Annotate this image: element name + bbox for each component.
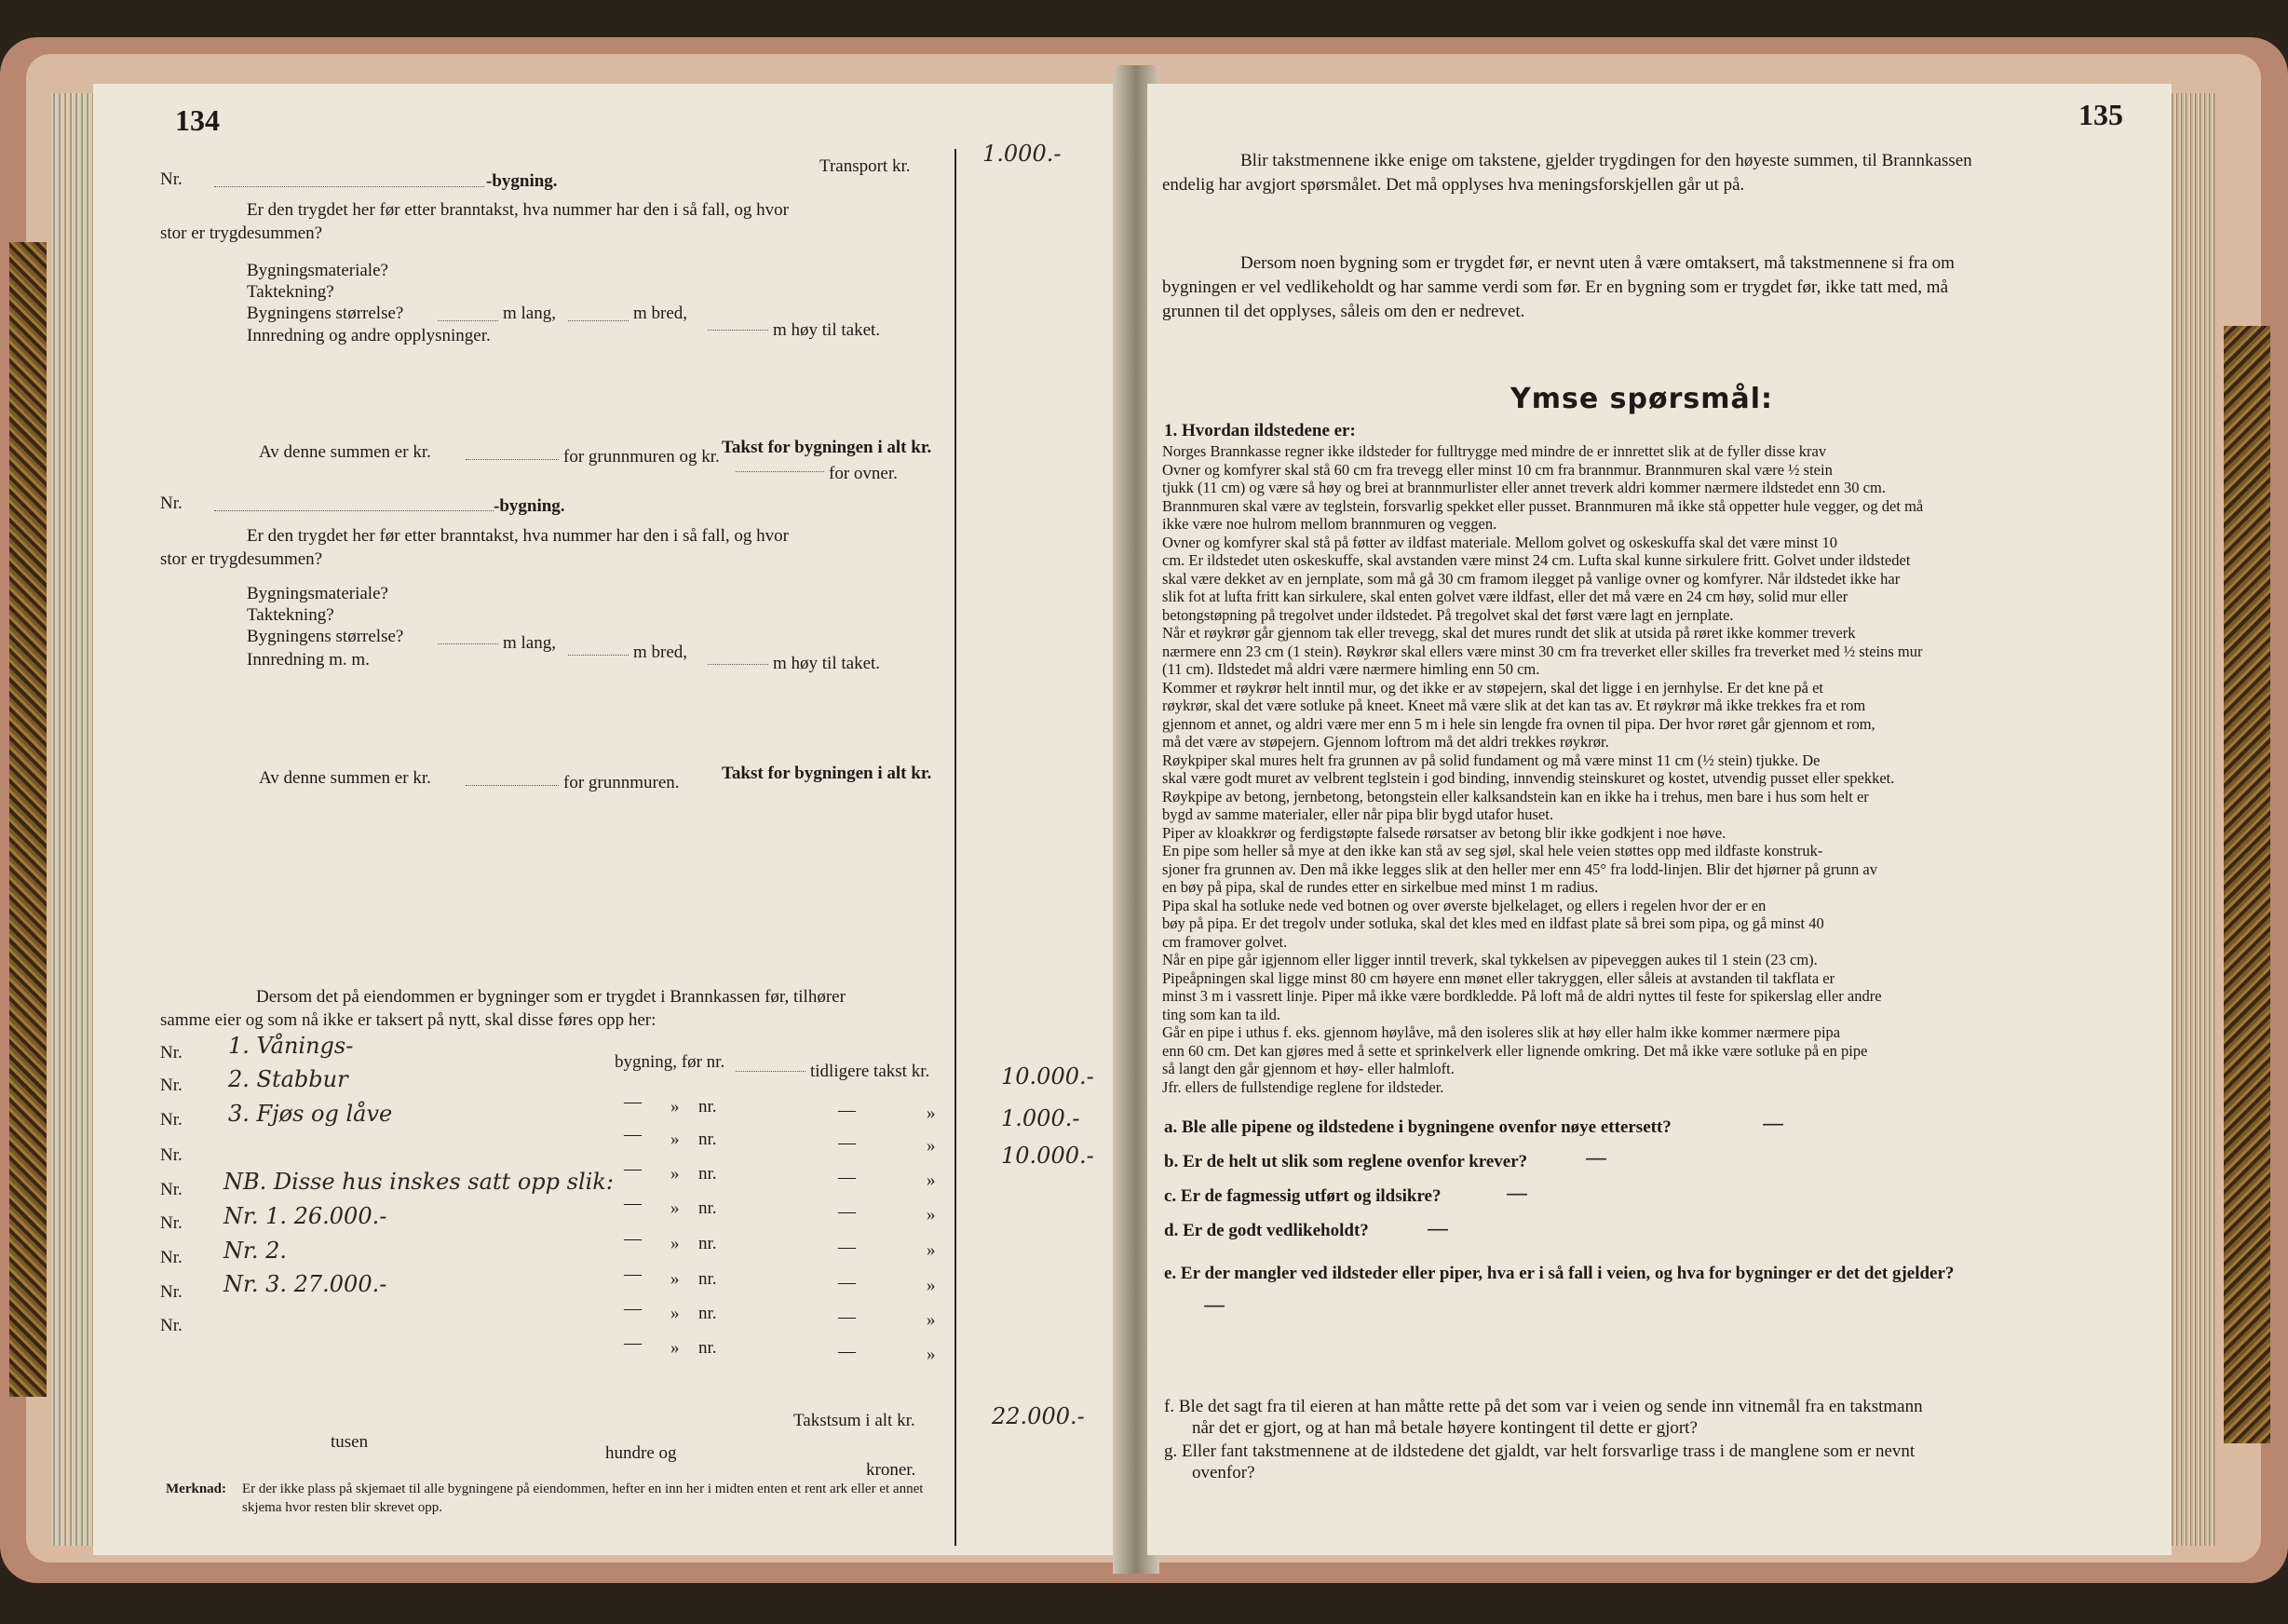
ditto-mark: » (927, 1240, 936, 1260)
transport-value: 1.000.- (982, 141, 1062, 167)
rule-line: enn 60 cm. Det kan gjøres med å sette et sprinkelverk eller lignende omkring. Det må ikke være sotluke på en pipe (1162, 1041, 1868, 1060)
nr-small: nr. (698, 1338, 717, 1358)
ditto-dash: — (838, 1273, 856, 1292)
right-page (1147, 84, 2172, 1555)
of-sum-label: Av denne summen er kr. (259, 768, 431, 788)
question-f: f. Ble det sagt fra til eieren at han måtte rette på det som var i veien og sende inn vitnemål fra en takstmann (1164, 1397, 1923, 1416)
width-field[interactable] (568, 638, 629, 656)
ditto-mark: » (670, 1097, 680, 1116)
question-b: b. Er de helt ut slik som reglene ovenfor krever? (1164, 1152, 1528, 1171)
rule-line: ting som kan ta ild. (1162, 1005, 1280, 1023)
rule-line: minst 3 m i vassrett linje. Piper må ikke være bordkledde. På loft må de aldri nyttes til feste for spikerslag eller andre (1162, 987, 1882, 1005)
rule-line: bygd av samme materialer, eller når pipa blir bygd utafor huset. (1162, 805, 1553, 823)
page-edges-left (51, 93, 96, 1546)
transport-label: Transport kr. (819, 156, 911, 176)
answer-e: — (1203, 1292, 1225, 1318)
takst-total-label: Takst for bygningen i alt kr. (722, 438, 932, 457)
m-hoy: m høy til taket. (773, 320, 881, 340)
ditto-mark: » (670, 1198, 680, 1218)
rule-line: skal være dekket av en jernplate, som må gå 30 cm framom ilegget på vanlige ovner og komfyrer. Når ildstedet ikke har (1162, 569, 1901, 588)
merknad-text-cont: skjema hvor resten blir skrevet opp. (242, 1500, 442, 1515)
rule-line: Jfr. ellers de fullstendige reglene for ildsteder. (1162, 1077, 1444, 1096)
rule-line: Røykpipe av betong, jernbetong, betongstein eller kalksandstein kan en ikke ha i trehus, men bare i hus som helt er (1162, 787, 1869, 805)
rule-line: skal være godt muret av velbrent teglstein i god binding, innvendig steinskuret og kostet, utvendig pusset eller spekket. (1162, 769, 1895, 787)
row-handwriting: 3. Fjøs og låve (228, 1101, 393, 1127)
ditto-dash: — (838, 1342, 856, 1361)
question-a: a. Ble alle pipene og ildstedene i bygningene ovenfor nøye ettersett? (1164, 1117, 1672, 1137)
rule-line: Kommer et røykrør helt inntil mur, og det ikke er av støpejern, skal det ligge i en jernhylse. Er det kne på et (1162, 678, 1824, 697)
ditto-mark: » (670, 1234, 680, 1253)
bygning-label: -bygning. (486, 171, 558, 191)
ditto-dash: — (624, 1194, 642, 1213)
size-label: Bygningens størrelse? (247, 627, 404, 646)
nr-small: nr. (698, 1198, 717, 1218)
m-lang: m lang, (503, 633, 556, 653)
merknad-text: Er der ikke plass på skjemaet til alle bygningene på eiendommen, hefter en inn her i midten enten et rent ark eller et annet (242, 1482, 924, 1496)
m-bred: m bred, (633, 643, 688, 662)
row-handwriting: 1. Vånings- (228, 1033, 354, 1059)
row-nr: Nr. (160, 1248, 183, 1267)
rule-line: (11 cm). Ildstedet må aldri være nærmere himling enn 50 cm. (1162, 660, 1540, 678)
height-field[interactable] (708, 313, 768, 331)
amount-column-line (954, 149, 956, 1546)
rule-line: Pipa skal ha sotluke nede ved botnen og over øverste bjelkelaget, og ellers i regelen hvor der er en (1162, 896, 1767, 914)
answer-a: — (1762, 1110, 1784, 1136)
insured-question-cont: stor er trygdesummen? (160, 223, 323, 243)
rule-line: En pipe som heller så mye at den ikke kan stå av seg sjøl, skal hele veien støttes opp med ildfaste konstruk- (1162, 842, 1823, 859)
tusen-label: tusen (331, 1432, 369, 1452)
fireplace-rules (1162, 442, 2151, 1096)
foundation-label: for grunnmuren og kr. (563, 447, 720, 467)
ditto-mark: » (927, 1205, 936, 1225)
rule-line: Når en pipe går igjennom eller ligger inntil treverk, skal tykkelsen av pipeveggen aukes til 1 stein (23 cm). (1162, 951, 1818, 968)
prev-nr-field[interactable] (736, 1054, 806, 1072)
rule-line: Norges Brannkasse regner ikke ildsteder for fulltrygge med mindre de er innrettet slik at de fyller disse krav (1162, 442, 1827, 460)
rule-line: Ovner og komfyrer skal stå 60 cm fra trevegg eller minst 10 cm fra brannmur. Brannmuren skal være ½ stein (1162, 460, 1833, 479)
row-handwriting: Nr. 2. (223, 1238, 287, 1264)
ditto-mark: » (927, 1171, 936, 1190)
ditto-dash: — (838, 1168, 856, 1187)
page-edges-right (2165, 93, 2216, 1546)
ditto-dash: — (624, 1299, 642, 1319)
row-nr: Nr. (160, 1316, 183, 1335)
ditto-mark: » (927, 1345, 936, 1364)
height-field[interactable] (708, 647, 768, 665)
prev-takst-label: tidligere takst kr. (810, 1062, 930, 1081)
paragraph-disagreement: Blir takstmennene ikke enige om takstene, gjelder trygdingen for den høyeste summen, til Brannkassen (1240, 151, 1972, 170)
rule-line: Brannmuren skal være av teglstein, forsvarlig spekket eller pusset. Brannmuren må ikke stå oppetter hule vegger, og det må (1162, 496, 1924, 515)
ditto-mark: » (927, 1103, 936, 1123)
ditto-mark: » (670, 1269, 680, 1289)
row-handwriting: 2. Stabbur (228, 1066, 348, 1092)
stoves-label: for ovner. (829, 464, 898, 483)
rule-line: må det være av støpejern. Gjennom loftrom må det aldri trekkes røykrør. (1162, 733, 1609, 751)
ditto-dash: — (624, 1229, 642, 1249)
question-c: c. Er de fagmessig utført og ildsikre? (1164, 1186, 1442, 1206)
rule-line: cm. Er ildstedet uten oskeskuffe, skal avstanden være minst 24 cm. Lufta skal kunne sirkulere fritt. Golvet under ildstedet (1162, 551, 1911, 569)
ditto-mark: » (927, 1136, 936, 1156)
row-value: 1.000.- (1001, 1105, 1080, 1131)
rule-line: røykrør, skal det være sotluke på kneet. Kneet må være slik at det kan tas av. Et røykrør må ikke trekkes fra et rom (1162, 697, 1866, 714)
nr-small: nr. (698, 1269, 717, 1289)
width-field[interactable] (568, 304, 629, 321)
takstsum-value: 22.000.- (992, 1403, 1085, 1429)
length-field[interactable] (438, 304, 498, 321)
rule-line: gjennom et annet, og aldri være mer enn 5 m i hele sin lengde fra ovnen til pipa. Der hvor røret går gjennom et rom, (1162, 714, 1875, 733)
ditto-dash: — (838, 1101, 856, 1120)
question-e: e. Er der mangler ved ildsteder eller piper, hva er i så fall i veien, og hva for bygninger er det det gjelder? (1164, 1264, 1955, 1283)
foundation-label: for grunnmuren. (563, 773, 680, 792)
nr-small: nr. (698, 1234, 717, 1253)
roof-label: Taktekning? (247, 282, 334, 302)
question-g: g. Eller fant takstmennene at de ildstedene det gjaldt, var helt forsvarlige trass i de manglene som er nevnt (1164, 1441, 1916, 1461)
row-handwriting: NB. Disse hus inskes satt opp slik: (223, 1169, 614, 1195)
page-number: 134 (175, 103, 220, 137)
m-lang: m lang, (503, 304, 556, 323)
bygning-for-nr: bygning, før nr. (615, 1052, 725, 1072)
rule-line: Når et røykrør går gjennom tak eller trevegg, skal det mures rundt det slik at utsida på røret ikke kommer treverk (1162, 624, 1856, 642)
rule-line: betongstøpning på tregolvet under ildstedet. På tregolvet skal det først være lagt en jernplate. (1162, 605, 1734, 624)
rule-line: sjoner fra grunnen av. Den må ikke legges slik at den heller mer enn 45° fra lodd-linjen. Blir det hjørner på grunn av (1162, 859, 1877, 878)
rule-line: ikke være noe hulrom mellom brannmuren og veggen. (1162, 515, 1497, 533)
interior-label: Innredning og andre opplysninger. (247, 326, 491, 345)
sum-field[interactable] (466, 442, 559, 460)
row-nr: Nr. (160, 1043, 183, 1062)
nr-small: nr. (698, 1130, 717, 1149)
row-nr: Nr. (160, 1282, 183, 1302)
rule-line: slik fot at lufta fritt kan sirkulere, skal enten golvet være ildfast, eller det må være en 24 cm høy, solid mur eller (1162, 588, 1848, 605)
ditto-dash: — (624, 1092, 642, 1112)
nr-label: Nr. (160, 169, 183, 189)
nr-small: nr. (698, 1164, 717, 1184)
rule-line: Pipeåpningen skal ligge minst 80 cm høyere enn mønet eller takryggen, eller såleis at avstanden til takflata er (1162, 968, 1835, 987)
kroner-label: kroner. (866, 1460, 916, 1480)
ditto-mark: » (670, 1304, 680, 1323)
row-handwriting: Nr. 3. 27.000.- (223, 1271, 387, 1297)
insured-question: Er den trygdet her før etter branntakst, hva nummer har den i så fall, og hvor (247, 526, 789, 546)
paragraph-disagreement-cont: endelig har avgjort spørsmålet. Det må opplyses hva meningsforskjellen går ut på. (1162, 175, 1745, 195)
row-nr: Nr. (160, 1145, 183, 1165)
length-field[interactable] (438, 627, 498, 644)
insured-question-cont: stor er trygdesummen? (160, 549, 323, 569)
answer-d: — (1427, 1215, 1449, 1241)
ditto-dash: — (624, 1125, 642, 1144)
rule-line: nærmere enn 23 cm (1 stein). Røykrør skal ellers være minst 30 cm fra treverket eller skilles fra treverket med ½ steins mur (1162, 642, 1923, 660)
ditto-dash: — (838, 1202, 856, 1222)
interior-label: Innredning m. m. (247, 650, 370, 670)
marbled-edge-left (9, 242, 47, 1397)
row-nr: Nr. (160, 1180, 183, 1199)
prior-buildings-intro: Dersom det på eiendommen er bygninger som er trygdet i Brannkassen før, tilhører (256, 987, 846, 1007)
takstsum-label: Takstsum i alt kr. (793, 1411, 915, 1430)
nr-label: Nr. (160, 494, 183, 513)
material-label: Bygningsmateriale? (247, 261, 388, 280)
rule-line: Ovner og komfyrer skal stå på føtter av ildfast materiale. Mellom golvet og oskeskuffa skal det være minst 10 (1162, 533, 1838, 551)
material-label: Bygningsmateriale? (247, 584, 388, 603)
hundre-label: hundre og (605, 1443, 677, 1463)
row-nr: Nr. (160, 1110, 183, 1130)
paragraph-unassessed: Dersom noen bygning som er trygdet før, er nevnt uten å være omtaksert, må takstmennene si fra om (1240, 253, 1955, 273)
rule-line: Røykpiper skal mures helt fra grunnen av på solid fundament og må være minst 11 cm (½ stein) tjukke. De (1162, 751, 1821, 769)
m-bred: m bred, (633, 304, 688, 323)
ditto-mark: » (927, 1310, 936, 1330)
merknad-label: Merknad: (166, 1482, 226, 1496)
rule-line: så langt den går gjennom et høy- eller halmloft. (1162, 1060, 1455, 1077)
ditto-mark: » (927, 1276, 936, 1295)
rule-line: Går en pipe i uthus f. eks. gjennom høylåve, må den isoleres slik at høy eller halm ikke kommer nærmere pipa (1162, 1023, 1841, 1041)
paragraph-unassessed-end: grunnen til det opplyses, såleis om den er nedrevet. (1162, 302, 1525, 321)
question-1: 1. Hvordan ildstedene er: (1164, 421, 1356, 440)
question-f-cont: når det er gjort, og at han må betale høyere kontingent til dette er gjort? (1192, 1418, 1698, 1438)
marbled-edge-right (2224, 326, 2270, 1443)
nr-small: nr. (698, 1097, 717, 1116)
roof-label: Taktekning? (247, 605, 334, 625)
ditto-mark: » (670, 1130, 680, 1149)
rule-line: Piper av kloakkrør og ferdigstøpte falsede rørsatser av betong blir ikke godkjent i noe høve. (1162, 823, 1726, 842)
size-label: Bygningens størrelse? (247, 304, 404, 323)
rule-line: bøy på pipa. Er det tregolv under sotluka, skal det kles med en ildfast plate så brei som pipa, og gå minst 40 (1162, 914, 1824, 932)
prior-buildings-intro-cont: samme eier og som nå ikke er taksert på nytt, skal disse føres opp her: (160, 1010, 657, 1030)
bygning-label: -bygning. (494, 496, 565, 516)
m-hoy: m høy til taket. (773, 654, 881, 673)
ditto-dash: — (838, 1133, 856, 1153)
nr-small: nr. (698, 1304, 717, 1323)
ditto-dash: — (838, 1307, 856, 1327)
ditto-mark: » (670, 1164, 680, 1184)
rule-line: en bøy på pipa, skal de rundes etter en sirkelbue med minst 1 m radius. (1162, 878, 1599, 896)
ditto-dash: — (624, 1159, 642, 1179)
question-d: d. Er de godt vedlikeholdt? (1164, 1221, 1369, 1240)
ditto-dash: — (624, 1333, 642, 1353)
answer-b: — (1585, 1144, 1607, 1171)
building-name-field[interactable] (214, 494, 494, 511)
paragraph-unassessed-cont: bygningen er vel vedlikeholdt og har samme verdi som før. Er en bygning som er trygdet før, ikke tatt med, må (1162, 277, 1949, 297)
sum-field[interactable] (466, 768, 559, 786)
row-nr: Nr. (160, 1213, 183, 1233)
building-name-field[interactable] (214, 169, 484, 187)
page-number: 135 (2078, 98, 2123, 131)
section-heading: Ymse spørsmål: (1510, 383, 1774, 415)
of-sum-label: Av denne summen er kr. (259, 442, 431, 462)
ditto-dash: — (624, 1265, 642, 1284)
left-page (93, 84, 1127, 1555)
question-g-cont: ovenfor? (1192, 1463, 1255, 1482)
row-handwriting: Nr. 1. 26.000.- (223, 1203, 387, 1229)
row-nr: Nr. (160, 1076, 183, 1095)
row-value: 10.000.- (1001, 1063, 1094, 1089)
ditto-dash: — (838, 1238, 856, 1257)
answer-c: — (1506, 1180, 1528, 1206)
insured-question: Er den trygdet her før etter branntakst, hva nummer har den i så fall, og hvor (247, 200, 789, 220)
rule-line: cm framover golvet. (1162, 932, 1288, 951)
row-value: 10.000.- (1001, 1143, 1094, 1169)
stove-field[interactable] (736, 454, 824, 472)
rule-line: tjukk (11 cm) og være så høy og brei at brannmurlister eller annet treverk aldri kommer nærmere ildstedet enn 30 cm. (1162, 479, 1886, 496)
ditto-mark: » (670, 1338, 680, 1358)
takst-total-label: Takst for bygningen i alt kr. (722, 764, 932, 783)
